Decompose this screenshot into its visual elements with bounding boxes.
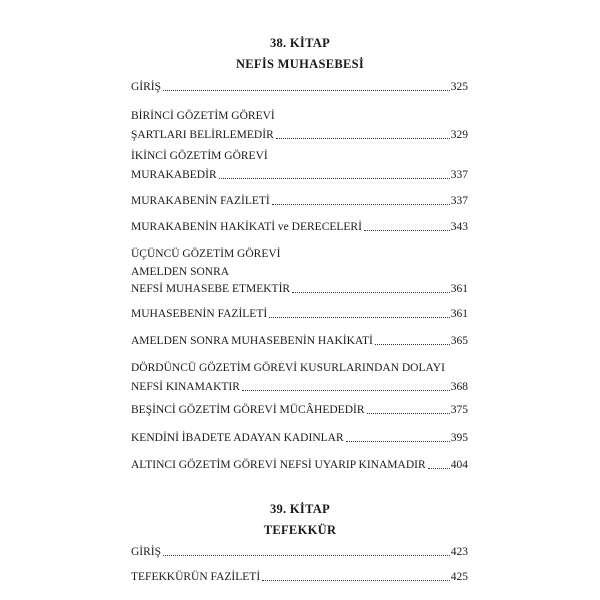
toc-page-number: 404 (450, 459, 468, 471)
section-title: TEFEKKÜR (263, 523, 337, 537)
toc-entry-subtitle: ŞARTLARI BELİRLEMEDİR (131, 129, 274, 141)
toc-entry[interactable] (131, 458, 468, 472)
toc-page-number: 361 (450, 283, 468, 295)
toc-entry[interactable] (131, 361, 468, 394)
toc-page-number: 361 (450, 308, 468, 320)
toc-page-number: 425 (450, 571, 468, 583)
toc-page-number: 423 (450, 546, 468, 558)
toc-entry-title: ÜÇÜNCÜ GÖZETİM GÖREVİ (131, 248, 281, 260)
toc-entry[interactable] (131, 194, 468, 208)
toc-page-number: 395 (450, 432, 468, 444)
toc-page-number: 337 (450, 169, 468, 181)
toc-entry-title: GİRİŞ (131, 546, 162, 558)
toc-page-number: 325 (450, 81, 468, 93)
leader-dots (219, 177, 450, 179)
toc-page-number: 343 (450, 221, 468, 233)
toc-entry-title: İKİNCİ GÖZETİM GÖREVİ (131, 150, 268, 162)
toc-entry-title: BİRİNCİ GÖZETİM GÖREVİ (131, 110, 275, 122)
toc-entry-subtitle: NEFSİ KINAMAKTIR (131, 381, 240, 393)
leader-dots (163, 554, 450, 556)
toc-entry-subtitle: AMELDEN SONRA (131, 266, 230, 278)
section-title: NEFİS MUHASEBESİ (235, 57, 365, 71)
toc-page-number: 368 (450, 381, 468, 393)
toc-entry-title: BEŞİNCİ GÖZETİM GÖREVİ MÜCÂHEDEDİR (131, 404, 365, 416)
toc-entry-title: TEFEKKÜRÜN FAZİLETİ (131, 571, 261, 583)
leader-dots (242, 389, 450, 391)
leader-dots (428, 467, 450, 469)
toc-entry-subtitle: NEFSİ MUHASEBE ETMEKTİR (131, 283, 291, 295)
toc-entry[interactable] (131, 247, 468, 296)
leader-dots (276, 137, 450, 139)
toc-entry[interactable] (131, 431, 468, 445)
toc-page-number: 329 (450, 129, 468, 141)
toc-page-number: 337 (450, 195, 468, 207)
toc-entry-subtitle: MURAKABEDİR (131, 169, 217, 181)
leader-dots (375, 343, 450, 345)
leader-dots (346, 440, 450, 442)
toc-entry[interactable] (131, 220, 468, 234)
toc-entry-title: MURAKABENİN FAZİLETİ (131, 195, 270, 207)
toc-entry-title: MURAKABENİN HAKİKATİ ve DERECELERİ (131, 221, 362, 233)
toc-entry[interactable] (131, 570, 468, 584)
toc-entry-title: DÖRDÜNCÜ GÖZETİM GÖREVİ KUSURLARINDAN DOLAYI (131, 362, 445, 374)
leader-dots (364, 229, 450, 231)
section-number: 39. KİTAP (269, 502, 331, 516)
toc-entry[interactable] (131, 149, 468, 182)
toc-page-number: 375 (450, 404, 468, 416)
leader-dots (269, 316, 450, 318)
toc-entry-title: MUHASEBENİN FAZİLETİ (131, 308, 268, 320)
leader-dots (292, 291, 450, 293)
leader-dots (367, 412, 450, 414)
toc-entry-title: KENDİNİ İBADETE ADAYAN KADINLAR (131, 432, 344, 444)
toc-entry-title: ALTINCI GÖZETİM GÖREVİ NEFSİ UYARIP KINAMADIR (131, 459, 426, 471)
leader-dots (272, 203, 450, 205)
toc-entry[interactable] (131, 80, 468, 94)
toc-entry[interactable] (131, 545, 468, 559)
leader-dots (163, 89, 450, 91)
section-number: 38. KİTAP (269, 36, 331, 50)
toc-entry[interactable] (131, 403, 468, 417)
toc-entry[interactable] (131, 307, 468, 321)
toc-entry-title: AMELDEN SONRA MUHASEBENİN HAKİKATİ (131, 335, 373, 347)
toc-entry[interactable] (131, 334, 468, 348)
toc-entry[interactable] (131, 109, 468, 142)
toc-page-number: 365 (450, 335, 468, 347)
toc-entry-title: GİRİŞ (131, 81, 162, 93)
leader-dots (262, 579, 450, 581)
